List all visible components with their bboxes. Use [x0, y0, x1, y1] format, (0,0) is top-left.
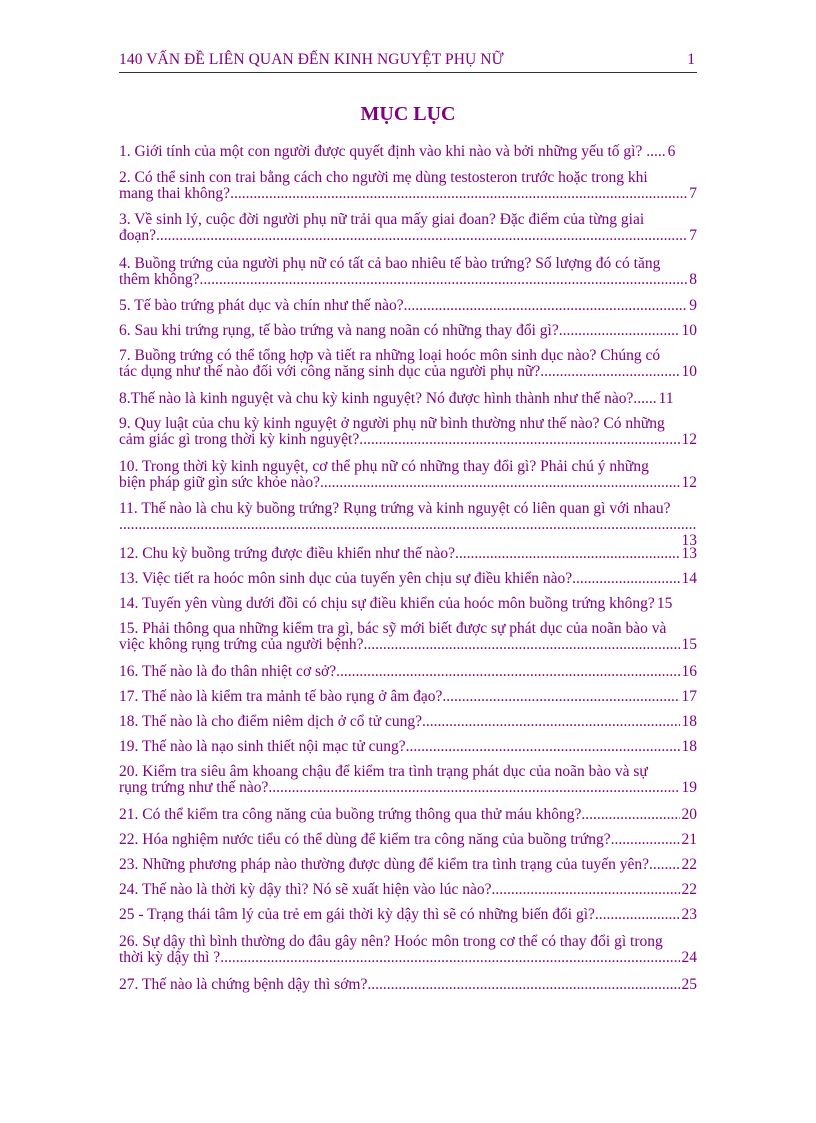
dot-leader [200, 272, 688, 288]
dot-leader [404, 298, 688, 314]
toc-entry-page: 24 [681, 949, 697, 966]
dot-leader [367, 977, 679, 993]
dot-leader [595, 907, 680, 923]
toc-entry-page: 20 [681, 806, 697, 823]
toc-heading: MỤC LỤC [360, 103, 456, 125]
toc-entry[interactable] [119, 857, 697, 873]
toc-entry[interactable] [119, 501, 697, 549]
toc-entry-page: 19 [681, 779, 697, 796]
toc-entry-page: 17 [681, 688, 697, 705]
page-header [119, 50, 697, 73]
toc-entry[interactable] [119, 739, 697, 755]
toc-entry-title: 11. Thế nào là chu kỳ buồng trứng? Rụng trứng và kinh nguyệt có liên quan gì với nhau? [119, 500, 671, 517]
toc-entry-title-cont: tác dụng như thế nào đối với công năng sinh dục của người phụ nữ? [119, 363, 541, 380]
dot-leader [268, 780, 679, 796]
toc-entry-title: 24. Thế nào là thời kỳ dậy thì? Nó sẽ xuất hiện vào lúc nào? [119, 881, 492, 898]
dot-leader [230, 186, 687, 202]
toc-entry-page: 7 [689, 227, 697, 244]
toc-entry-title: 12. Chu kỳ buồng trứng được điều khiển như thế nào? [119, 545, 456, 562]
toc-entry[interactable] [119, 391, 697, 407]
toc-entry[interactable] [119, 596, 697, 612]
dot-leader [359, 432, 679, 448]
toc-entry-title: 9. Quy luật của chu kỳ kinh nguyệt ở người phụ nữ bình thường như thế nào? Có những [119, 415, 665, 432]
toc-entry[interactable] [119, 323, 697, 339]
toc-entry-page: 18 [681, 713, 697, 730]
toc-entry-title: 17. Thế nào là kiểm tra mảnh tế bào rụng ở âm đạo? [119, 688, 443, 705]
toc-entry[interactable] [119, 298, 697, 314]
dot-leader [336, 664, 679, 680]
toc-entry-page: 14 [681, 570, 697, 587]
dot-leader [320, 475, 679, 491]
dot-leader [540, 364, 679, 380]
toc-entry-title-cont: cảm giác gì trong thời kỳ kinh nguyệt? [119, 431, 360, 448]
toc-entry[interactable] [119, 348, 697, 380]
toc-entry-title: 5. Tế bào trứng phát dục và chín như thế nào? [119, 297, 404, 314]
toc-entry-title: 4. Buồng trứng của người phụ nữ có tất cả bao nhiêu tế bào trứng? Số lượng đó có tăng [119, 255, 661, 272]
toc-entry-page: 12 [681, 474, 697, 491]
dot-leader [572, 571, 679, 587]
toc-entry-title: 20. Kiểm tra siêu âm khoang chậu để kiểm tra tình trạng phát dục của noãn bào và sự [119, 763, 648, 780]
toc-entry-title: 7. Buồng trứng có thể tổng hợp và tiết ra những loại hoóc môn sinh dục nào? Chúng có [119, 347, 661, 364]
toc-entry[interactable] [119, 170, 697, 202]
header-title: 140 VẤN ĐỀ LIÊN QUAN ĐẾN KINH NGUYỆT PHỤ NỮ [119, 51, 504, 68]
toc-entry-title: 18. Thế nào là cho điểm niêm dịch ở cổ tử cung? [119, 713, 422, 730]
toc-entry-page: 11 [658, 390, 674, 407]
toc-entry[interactable] [119, 664, 697, 680]
toc-entry[interactable] [119, 882, 697, 898]
dot-leader [119, 517, 697, 533]
toc-entry-title: 16. Thế nào là đo thân nhiệt cơ sở? [119, 663, 337, 680]
dot-leader [422, 714, 680, 730]
dot-leader [657, 857, 680, 873]
dot-leader [442, 689, 679, 705]
toc-entry-title: 23. Những phương pháp nào thường được dùng để kiểm tra tình trạng của tuyến yên?.. [119, 856, 657, 873]
toc-entry-title-cont: rụng trứng như thế nào? [119, 779, 269, 796]
toc-entry[interactable] [119, 571, 697, 587]
toc-entry[interactable] [119, 416, 697, 448]
toc-entry-title: 21. Có thể kiểm tra công năng của buồng trứng thông qua thử máu không? [119, 806, 582, 823]
toc-entry-title: 15. Phải thông qua những kiểm tra gì, bác sỹ mới biết được sự phát dục của noãn bào và [119, 620, 667, 637]
toc-entry-page: 13 [681, 545, 697, 562]
toc-entry[interactable] [119, 212, 697, 244]
toc-entry[interactable] [119, 977, 697, 993]
toc-entry-page: 10 [681, 322, 697, 339]
toc-entry[interactable] [119, 934, 697, 966]
toc-entry[interactable] [119, 546, 697, 562]
toc-entry[interactable] [119, 807, 697, 823]
toc-entry-page: 22 [681, 856, 697, 873]
dot-leader [559, 323, 680, 339]
toc-entry-title-cont: mang thai không? [119, 185, 231, 202]
dot-leader [406, 739, 680, 755]
toc-entry-page: 15 [656, 595, 673, 612]
dot-leader [492, 882, 680, 898]
toc-entry-page: 25 [681, 976, 697, 993]
toc-entry[interactable] [119, 907, 697, 923]
toc-entry-page: 22 [681, 881, 697, 898]
dot-leader [455, 546, 679, 562]
header-page-number: 1 [687, 51, 695, 68]
toc-entry-page: 18 [681, 738, 697, 755]
toc-entry[interactable] [119, 621, 697, 653]
dot-leader [364, 637, 680, 653]
toc-entry-title-cont: việc không rụng trứng của người bệnh? [119, 636, 364, 653]
toc-entry-title: 26. Sự dậy thì bình thường do đâu gây nên? Hoóc môn trong cơ thể có thay đổi gì trong [119, 933, 663, 950]
toc-entry[interactable] [119, 689, 697, 705]
toc-entry-page: 15 [681, 636, 697, 653]
toc-entry-title: 27. Thế nào là chứng bệnh dậy thì sớm? [119, 976, 368, 993]
toc-entry-title-cont: đoạn? [119, 227, 157, 244]
toc-entry[interactable] [119, 459, 697, 491]
toc-entry-page: 21 [681, 831, 697, 848]
toc-entry-title: 1. Giới tính của một con người được quyết định vào khi nào và bởi những yếu tố gì? ..... [119, 143, 666, 160]
toc-entry-title: 10. Trong thời kỳ kinh nguyệt, cơ thể phụ nữ có những thay đổi gì? Phải chú ý những [119, 458, 649, 475]
toc-entry-title: 8.Thế nào là kinh nguyệt và chu kỳ kinh nguyệt? Nó được hình thành như thế nào?...... [119, 390, 657, 407]
toc-entry-title-cont: thêm không? [119, 271, 200, 288]
toc-entry-page: 10 [681, 363, 697, 380]
dot-leader [220, 950, 679, 966]
toc-entry-title: 14. Tuyến yên vùng dưới đồi có chịu sự điều khiển của hoóc môn buồng trứng không? [119, 595, 655, 612]
dot-leader [611, 832, 680, 848]
toc-entry[interactable] [119, 144, 697, 160]
toc-entry-title-cont: thời kỳ dậy thì ? [119, 949, 221, 966]
toc-entry-page: 23 [681, 906, 697, 923]
dot-leader [156, 228, 687, 244]
toc-entry-page: 8 [689, 271, 697, 288]
toc-entry-title: 6. Sau khi trứng rụng, tế bào trứng và nang noãn có những thay đổi gì? [119, 322, 559, 339]
toc-entry-title: 25 - Trạng thái tâm lý của trẻ em gái thời kỳ dậy thì sẽ có những biến đổi gì? [119, 906, 595, 923]
toc-entry-page: 7 [689, 185, 697, 202]
toc-entry-page: 13 [681, 532, 697, 549]
toc-entry-title: 22. Hóa nghiệm nước tiểu có thể dùng để kiểm tra công năng của buồng trứng? [119, 831, 611, 848]
toc-entry[interactable] [119, 832, 697, 848]
toc-entry-page: 6 [667, 143, 676, 160]
toc-entry-title: 3. Về sinh lý, cuộc đời người phụ nữ trải qua mấy giai đoan? Đặc điểm của từng giai [119, 211, 645, 228]
dot-leader [581, 807, 679, 823]
toc-entry-title-cont: biện pháp giữ gìn sức khỏe nào? [119, 474, 321, 491]
toc-entry-title: 13. Việc tiết ra hoóc môn sinh dục của tuyến yên chịu sự điều khiển nào? [119, 570, 573, 587]
toc-entry-title: 19. Thế nào là nạo sinh thiết nội mạc tử cung? [119, 738, 406, 755]
toc-entry-title: 2. Có thể sinh con trai bằng cách cho người mẹ dùng testosteron trước hoặc trong khi [119, 169, 648, 186]
toc-entry-page: 12 [681, 431, 697, 448]
toc-entry-page: 16 [681, 663, 697, 680]
toc-entry[interactable] [119, 256, 697, 288]
toc-entry[interactable] [119, 764, 697, 796]
toc-entry[interactable] [119, 714, 697, 730]
toc-entry-page: 9 [689, 297, 697, 314]
